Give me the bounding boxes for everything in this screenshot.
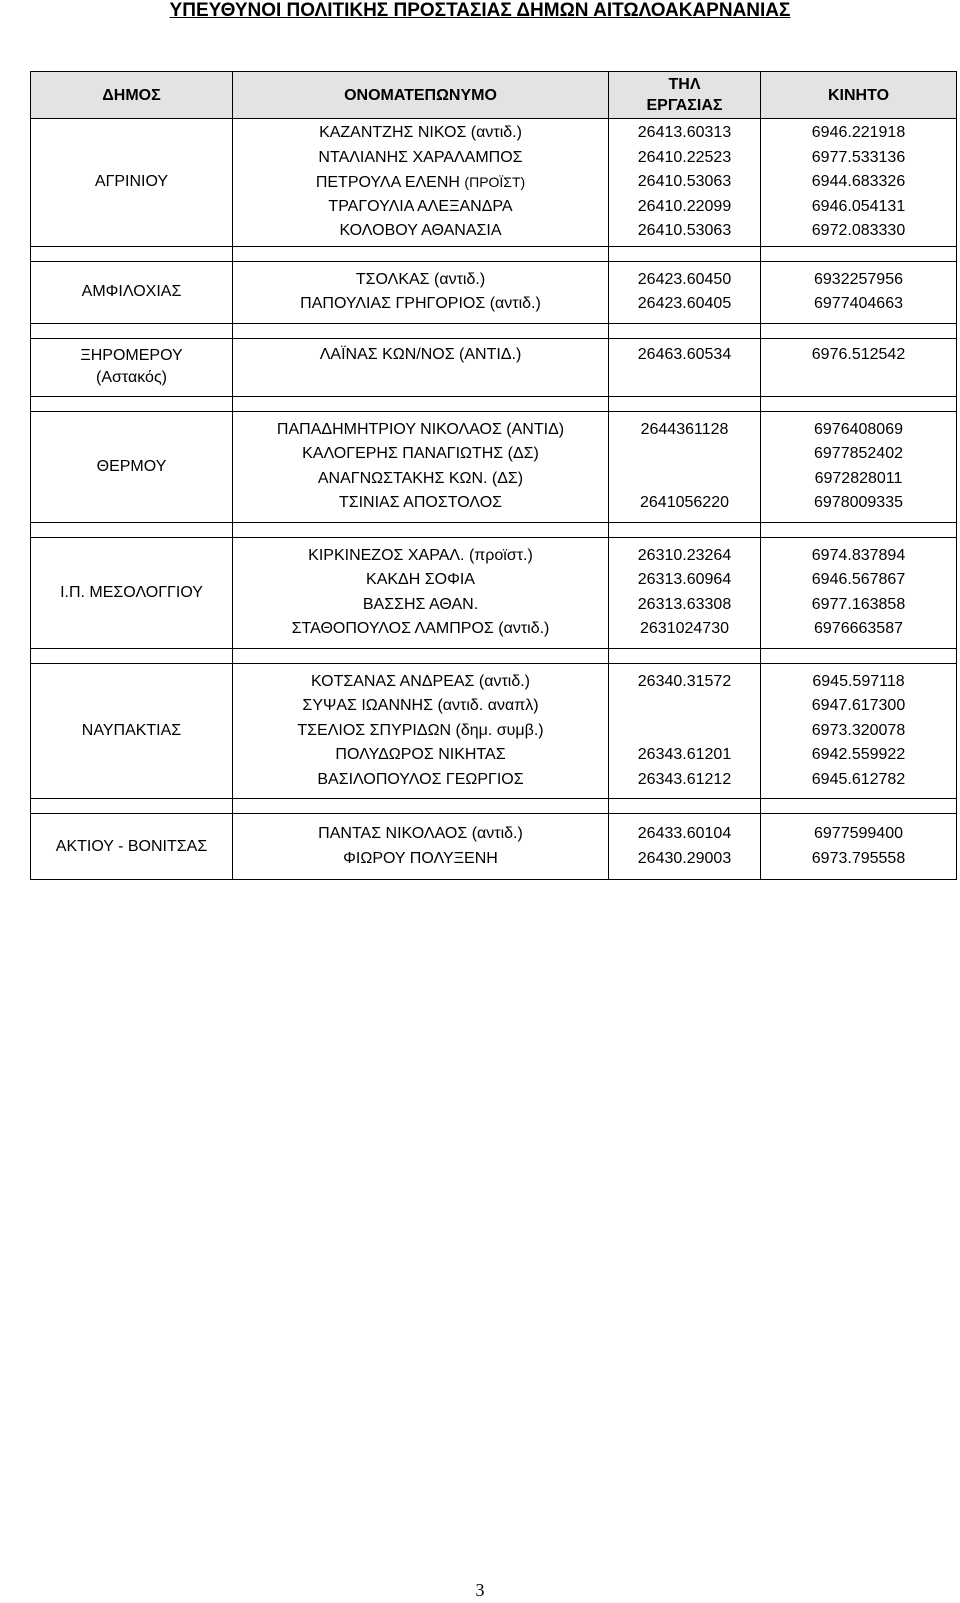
mobile-phone-text: 6945.597118 — [812, 672, 905, 690]
person-name-line — [233, 343, 608, 368]
group-separator — [31, 648, 957, 663]
person-name-line — [233, 367, 608, 392]
work-phone-text: 26410.22523 — [637, 148, 732, 166]
group-separator — [31, 799, 957, 814]
work-phone-line — [609, 367, 760, 392]
person-name-text: ΦΙΩΡΟΥ ΠΟΛΥΞΕΝΗ — [343, 849, 498, 867]
work-phone-line — [609, 219, 760, 244]
group-separator — [31, 246, 957, 261]
municipality-name: ΝΑΥΠΑΚΤΙΑΣ — [81, 721, 182, 739]
mobile-phone-line — [761, 367, 956, 392]
person-name-text: ΣΤΑΘΟΠΟΥΛΟΣ ΛΑΜΠΡΟΣ (αντιδ.) — [291, 620, 550, 637]
separator-cell — [761, 648, 957, 663]
work-phone-line — [609, 343, 760, 368]
work-phone-text: 26423.60405 — [637, 295, 732, 312]
work-phone-line — [609, 442, 760, 467]
municipality-cell — [31, 338, 233, 396]
separator-cell — [233, 648, 609, 663]
mobile-phone-text: 6972.083330 — [811, 222, 906, 239]
municipality-cell — [31, 537, 233, 648]
municipality-cell — [31, 411, 233, 522]
mobile-phone-text: 6946.221918 — [811, 124, 906, 141]
group-separator — [31, 522, 957, 537]
mobile-phone-text: 6972828011 — [814, 469, 903, 487]
separator-cell — [761, 799, 957, 814]
person-name-text: ΒΑΣΙΛΟΠΟΥΛΟΣ ΓΕΩΡΓΙΟΣ — [317, 770, 524, 788]
person-name-line — [233, 670, 608, 695]
person-name-cell — [233, 537, 609, 648]
separator-cell — [233, 246, 609, 261]
page-number: 3 — [475, 1580, 485, 1600]
separator-cell — [609, 323, 761, 338]
work-phone-text: 26413.60313 — [637, 124, 732, 141]
mobile-phone-text: 6976.512542 — [811, 345, 906, 363]
separator-cell — [609, 648, 761, 663]
separator-cell — [31, 799, 233, 814]
mobile-phone-text: 6973.795558 — [811, 849, 906, 867]
person-name-text: ΤΣΟΛΚΑΣ (αντιδ.) — [355, 270, 486, 288]
mobile-phone-cell — [761, 814, 957, 880]
work-phone-line — [609, 694, 760, 719]
person-name-line — [233, 593, 608, 618]
separator-cell — [609, 522, 761, 537]
mobile-phone-line — [761, 467, 956, 492]
municipality-group — [31, 814, 957, 880]
work-phone-line — [609, 822, 760, 847]
separator-cell — [31, 522, 233, 537]
work-phone-line — [609, 617, 760, 642]
mobile-phone-cell — [761, 119, 957, 247]
work-phone-line — [609, 768, 760, 793]
work-phone-text: 26410.22099 — [637, 197, 732, 215]
municipality-cell — [31, 814, 233, 880]
separator-cell — [233, 799, 609, 814]
mobile-phone-text: 6946.054131 — [811, 197, 906, 215]
person-name-line — [233, 768, 608, 793]
mobile-phone-line — [761, 292, 956, 317]
person-name-line — [233, 170, 608, 195]
mobile-phone-line — [761, 743, 956, 768]
document-title: ΥΠΕΥΘΥΝΟΙ ΠΟΛΙΤΙΚΗΣ ΠΡΟΣΤΑΣΙΑΣ ΔΗΜΩΝ ΑΙΤΩΛΟΑΚΑΡΝΑΝΙΑΣ — [169, 0, 791, 21]
separator-cell — [31, 246, 233, 261]
work-phone-line — [609, 121, 760, 146]
work-phone-cell — [609, 663, 761, 799]
work-phone-text: 26463.60534 — [637, 345, 732, 363]
work-phone-text: 26343.61201 — [637, 746, 732, 763]
mobile-phone-line — [761, 847, 956, 872]
municipality-name: ΑΜΦΙΛΟΧΙΑΣ — [81, 283, 182, 300]
header-name: ΟΝΟΜΑΤΕΠΩΝΥΜΟ — [233, 72, 609, 119]
separator-cell — [31, 396, 233, 411]
mobile-phone-line — [761, 617, 956, 642]
mobile-phone-text: 6976408069 — [814, 420, 903, 438]
municipality-group — [31, 338, 957, 396]
person-name-text: ΠΑΠΟΥΛΙΑΣ ΓΡΗΓΟΡΙΟΣ (αντιδ.) — [300, 295, 541, 312]
work-phone-cell — [609, 537, 761, 648]
mobile-phone-text: 6977599400 — [814, 825, 903, 842]
municipality-name: ΑΓΡΙΝΙΟΥ — [94, 173, 169, 191]
separator-cell — [233, 323, 609, 338]
work-phone-text: 26410.53063 — [637, 173, 732, 190]
municipality-name: (Αστακός) — [96, 369, 167, 386]
work-phone-line — [609, 593, 760, 618]
mobile-phone-text: 6947.617300 — [811, 697, 906, 714]
work-phone-line — [609, 146, 760, 171]
municipality-name: Ι.Π. ΜΕΣΟΛΟΓΓΙΟΥ — [60, 583, 203, 601]
work-phone-text: 26310.23264 — [637, 546, 732, 564]
municipality-group — [31, 663, 957, 799]
work-phone-cell — [609, 814, 761, 880]
work-phone-text: 2631024730 — [640, 620, 729, 637]
work-phone-line — [609, 467, 760, 492]
work-phone-line — [609, 418, 760, 443]
mobile-phone-text: 6945.612782 — [811, 770, 906, 788]
work-phone-text: 2644361128 — [640, 420, 729, 438]
person-name-text: ΣΥΨΑΣ ΙΩΑΝΝΗΣ (αντιδ. αναπλ) — [302, 697, 539, 714]
person-name-line — [233, 568, 608, 593]
separator-cell — [609, 799, 761, 814]
person-name-line — [233, 442, 608, 467]
person-name-line — [233, 146, 608, 171]
person-name-line — [233, 418, 608, 443]
person-name-text: ΠΑΝΤΑΣ ΝΙΚΟΛΑΟΣ (αντιδ.) — [318, 825, 523, 842]
municipality-name: ΞΗΡΟΜΕΡΟΥ — [80, 347, 183, 364]
municipality-name: ΘΕΡΜΟΥ — [96, 457, 167, 475]
person-name-text: ΚΟΤΣΑΝΑΣ ΑΝΔΡΕΑΣ (αντιδ.) — [310, 672, 531, 690]
separator-cell — [761, 522, 957, 537]
work-phone-text: 26313.63308 — [637, 595, 732, 613]
mobile-phone-text: 6977404663 — [814, 295, 903, 312]
mobile-phone-cell — [761, 261, 957, 323]
group-separator — [31, 396, 957, 411]
mobile-phone-text: 6978009335 — [814, 494, 903, 511]
separator-cell — [761, 323, 957, 338]
person-name-text: ΛΑΪΝΑΣ ΚΩΝ/ΝΟΣ (ΑΝΤΙΔ.) — [319, 345, 522, 363]
table-body — [31, 119, 957, 880]
person-name-text: ΝΤΑΛΙΑΝΗΣ ΧΑΡΑΛΑΜΠΟΣ — [318, 148, 523, 166]
mobile-phone-line — [761, 343, 956, 368]
work-phone-text: 26410.53063 — [637, 222, 732, 239]
mobile-phone-text: 6977.163858 — [811, 595, 906, 613]
mobile-phone-text: 6973.320078 — [811, 721, 906, 739]
municipality-group — [31, 537, 957, 648]
work-phone-line — [609, 170, 760, 195]
person-name-text: ΤΣΕΛΙΟΣ ΣΠΥΡΙΔΩΝ (δημ. συμβ.) — [297, 721, 544, 739]
person-name-text: ΤΡΑΓΟΥΛΙΑ ΑΛΕΞΑΝΔΡΑ — [328, 197, 513, 215]
person-name-text: ΠΑΠΑΔΗΜΗΤΡΙΟΥ ΝΙΚΟΛΑΟΣ (ΑΝΤΙΔ) — [276, 420, 565, 438]
separator-cell — [233, 522, 609, 537]
mobile-phone-text: 6974.837894 — [811, 546, 906, 564]
work-phone-cell — [609, 261, 761, 323]
mobile-phone-line — [761, 768, 956, 793]
mobile-phone-cell — [761, 537, 957, 648]
separator-cell — [31, 648, 233, 663]
mobile-phone-line — [761, 593, 956, 618]
mobile-phone-line — [761, 219, 956, 244]
person-name-text: ΚΟΛΟΒΟΥ ΑΘΑΝΑΣΙΑ — [339, 222, 502, 239]
person-name-line — [233, 694, 608, 719]
header-mobile: ΚΙΝΗΤΟ — [761, 72, 957, 119]
mobile-phone-text: 6977852402 — [814, 445, 903, 462]
separator-cell — [31, 323, 233, 338]
mobile-phone-line — [761, 121, 956, 146]
municipality-group — [31, 411, 957, 522]
person-name-line — [233, 292, 608, 317]
work-phone-line — [609, 195, 760, 220]
person-name-text: ΚΑΖΑΝΤΖΗΣ ΝΙΚΟΣ (αντιδ.) — [319, 124, 522, 141]
work-phone-line — [609, 719, 760, 744]
mobile-phone-line — [761, 568, 956, 593]
work-phone-text: 26340.31572 — [637, 672, 732, 690]
municipality-cell — [31, 119, 233, 247]
work-phone-cell — [609, 119, 761, 247]
work-phone-cell — [609, 338, 761, 396]
work-phone-line — [609, 491, 760, 516]
person-name-line — [233, 544, 608, 569]
mobile-phone-text: 6942.559922 — [811, 746, 906, 763]
work-phone-text: 26423.60450 — [637, 270, 732, 288]
person-name-line — [233, 467, 608, 492]
person-name-line — [233, 822, 608, 847]
work-phone-line — [609, 268, 760, 293]
work-phone-line — [609, 568, 760, 593]
mobile-phone-text: 6977.533136 — [811, 148, 906, 166]
person-name-line — [233, 219, 608, 244]
municipality-name: ΑΚΤΙΟΥ - ΒΟΝΙΤΣΑΣ — [55, 837, 208, 855]
work-phone-text: 26433.60104 — [637, 825, 732, 842]
person-name-text: ΤΣΙΝΙΑΣ ΑΠΟΣΤΟΛΟΣ — [338, 494, 503, 511]
person-name-line — [233, 268, 608, 293]
municipality-group — [31, 119, 957, 247]
work-phone-text: 26313.60964 — [637, 571, 732, 588]
person-name-text: ΑΝΑΓΝΩΣΤΑΚΗΣ ΚΩΝ. (ΔΣ) — [317, 469, 524, 487]
person-name-line — [233, 719, 608, 744]
mobile-phone-line — [761, 491, 956, 516]
work-phone-text: 2641056220 — [640, 494, 729, 511]
person-name-line — [233, 847, 608, 872]
header-row — [31, 72, 957, 119]
separator-cell — [609, 396, 761, 411]
person-name-cell — [233, 411, 609, 522]
person-name-line — [233, 743, 608, 768]
person-name-line — [233, 195, 608, 220]
municipality-cell — [31, 261, 233, 323]
person-name-text: ΠΕΤΡΟΥΛΑ ΕΛΕΝΗ — [315, 174, 460, 191]
person-name-cell — [233, 814, 609, 880]
person-name-line — [233, 491, 608, 516]
work-phone-line — [609, 670, 760, 695]
municipality-cell — [31, 663, 233, 799]
separator-cell — [609, 246, 761, 261]
work-phone-line — [609, 743, 760, 768]
work-phone-text: 26343.61212 — [637, 770, 732, 788]
person-name-line — [233, 617, 608, 642]
mobile-phone-line — [761, 822, 956, 847]
mobile-phone-line — [761, 694, 956, 719]
header-municipality: ΔΗΜΟΣ — [31, 72, 233, 119]
work-phone-line — [609, 292, 760, 317]
mobile-phone-line — [761, 719, 956, 744]
person-name-cell — [233, 338, 609, 396]
mobile-phone-line — [761, 268, 956, 293]
mobile-phone-line — [761, 170, 956, 195]
work-phone-line — [609, 544, 760, 569]
person-name-text: ΚΑΛΟΓΕΡΗΣ ΠΑΝΑΓΙΩΤΗΣ (ΔΣ) — [302, 445, 539, 462]
mobile-phone-text: 6976663587 — [814, 620, 903, 637]
municipality-group — [31, 261, 957, 323]
person-name-line — [233, 121, 608, 146]
mobile-phone-line — [761, 670, 956, 695]
mobile-phone-text: 6946.567867 — [811, 571, 906, 588]
mobile-phone-line — [761, 195, 956, 220]
mobile-phone-text: 6932257956 — [814, 270, 903, 288]
person-name-cell — [233, 261, 609, 323]
work-phone-text: 26430.29003 — [637, 849, 732, 867]
person-name-text: ΠΟΛΥΔΩΡΟΣ ΝΙΚΗΤΑΣ — [335, 746, 506, 763]
mobile-phone-cell — [761, 338, 957, 396]
person-name-text: ΚΙΡΚΙΝΕΖΟΣ ΧΑΡΑΛ. (προϊστ.) — [308, 546, 533, 564]
person-name-text: ΚΑΚΔΗ ΣΟΦΙΑ — [366, 571, 475, 588]
header-work-phone: ΤΗΛ ΕΡΓΑΣΙΑΣ — [609, 72, 761, 119]
group-separator — [31, 323, 957, 338]
mobile-phone-line — [761, 418, 956, 443]
person-name-cell — [233, 663, 609, 799]
contacts-table — [30, 71, 957, 880]
mobile-phone-line — [761, 544, 956, 569]
person-name-text: ΒΑΣΣΗΣ ΑΘΑΝ. — [362, 595, 479, 613]
work-phone-cell — [609, 411, 761, 522]
work-phone-line — [609, 847, 760, 872]
person-name-cell — [233, 119, 609, 247]
name-note: (ΠΡΟΪΣΤ) — [464, 174, 526, 190]
mobile-phone-text: 6944.683326 — [811, 173, 906, 190]
mobile-phone-line — [761, 442, 956, 467]
separator-cell — [761, 396, 957, 411]
separator-cell — [233, 396, 609, 411]
mobile-phone-line — [761, 146, 956, 171]
mobile-phone-cell — [761, 663, 957, 799]
separator-cell — [761, 246, 957, 261]
mobile-phone-cell — [761, 411, 957, 522]
